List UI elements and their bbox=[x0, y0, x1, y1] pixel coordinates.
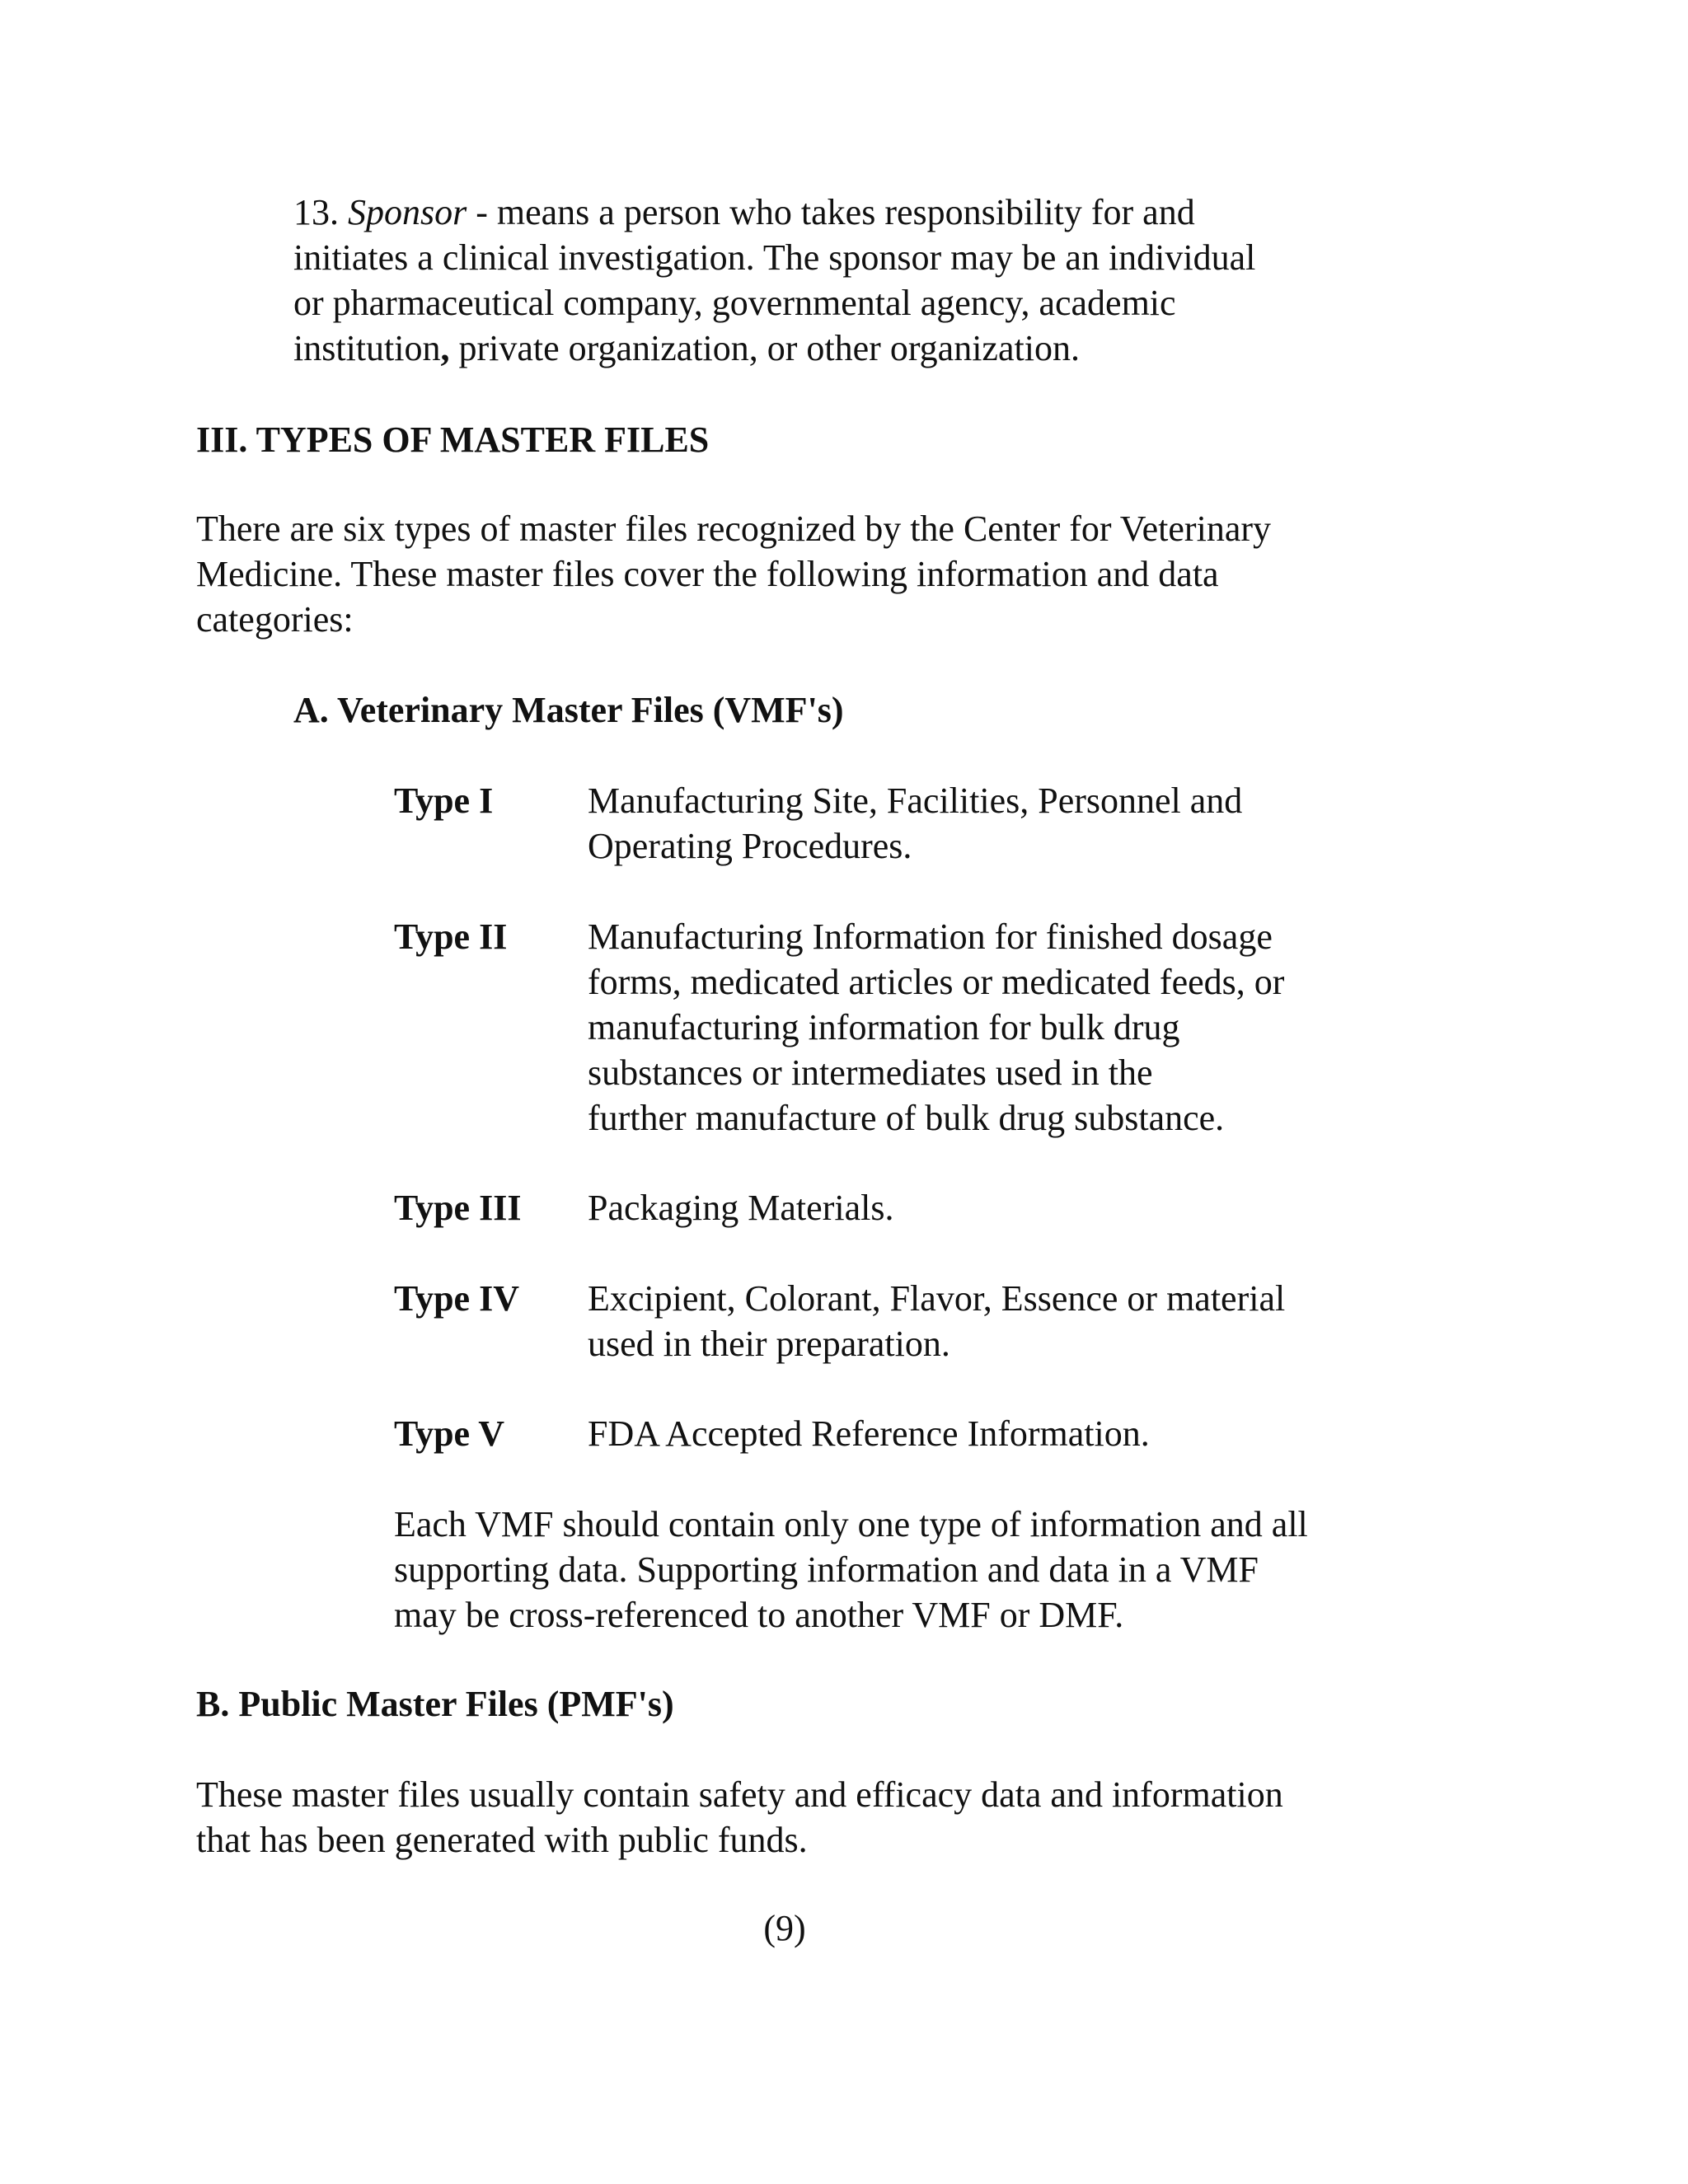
type-iii-label: Type III bbox=[394, 1188, 522, 1228]
vmf-note: Each VMF should contain only one type of information and all supporting data. Supporting information and data in a VMF may be cross-referenced to another VMF or DMF. bbox=[394, 1504, 1308, 1635]
type-iii-description: Packaging Materials. bbox=[588, 1188, 894, 1228]
type-ii-label: Type II bbox=[394, 916, 508, 957]
type-i-description: Manufacturing Site, Facilities, Personnel and Operating Procedures. bbox=[588, 780, 1243, 866]
section-iii-heading: III. TYPES OF MASTER FILES bbox=[196, 419, 710, 460]
page-number: (9) bbox=[763, 1908, 806, 1948]
intro-line: Medicine. These master files cover the following information and data bbox=[196, 554, 1219, 594]
definition-13-line-4: institution, private organization, or other organization. bbox=[293, 328, 1080, 368]
type-i-label: Type I bbox=[394, 780, 494, 821]
definition-13-line-2: initiates a clinical investigation. The sponsor may be an individual bbox=[293, 237, 1256, 278]
intro-line: There are six types of master files recognized by the Center for Veterinary bbox=[196, 509, 1271, 549]
type-iv-description: Excipient, Colorant, Flavor, Essence or material used in their preparation. bbox=[588, 1278, 1286, 1364]
intro-line: categories: bbox=[196, 599, 354, 640]
type-ii-description: Manufacturing Information for finished dosage forms, medicated articles or medicated feeds, or manufacturing information for bulk drug substances or intermediates used in the further manufacture of bulk drug substance. bbox=[588, 916, 1285, 1138]
subsection-b-body: These master files usually contain safety and efficacy data and information that has been generated with public funds. bbox=[196, 1774, 1283, 1860]
definition-number: 13. bbox=[293, 192, 348, 232]
definition-13 bbox=[293, 190, 1255, 371]
type-v-description: FDA Accepted Reference Information. bbox=[588, 1413, 1150, 1454]
definition-13-line-1 bbox=[293, 190, 1255, 235]
definition-text: - means a person who takes responsibility for and bbox=[467, 192, 1195, 232]
type-v-label: Type V bbox=[394, 1413, 505, 1454]
definition-term: Sponsor bbox=[348, 192, 467, 232]
subsection-b-heading: B. Public Master Files (PMF's) bbox=[196, 1684, 674, 1724]
type-iv-label: Type IV bbox=[394, 1278, 519, 1319]
subsection-a-heading: A. Veterinary Master Files (VMF's) bbox=[293, 690, 844, 730]
definition-13-line-3: or pharmaceutical company, governmental agency, academic bbox=[293, 283, 1176, 323]
section-iii-intro bbox=[196, 506, 1271, 642]
